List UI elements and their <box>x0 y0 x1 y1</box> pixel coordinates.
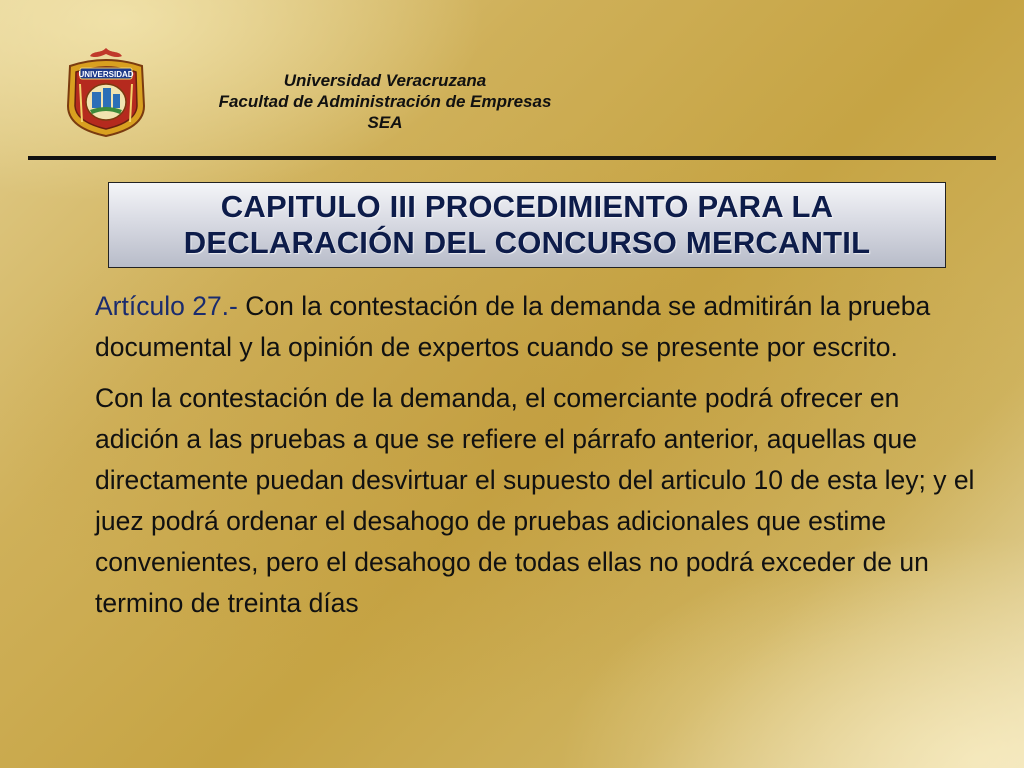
article-paragraph-2: Con la contestación de la demanda, el comerciante podrá ofrecer en adición a las pruebas a que se refiere el párrafo anterior, aquellas que directamente puedan desvirtuar el supuesto del articulo 10 de esta ley; y el juez podrá ordenar el desahogo de pruebas adicionales que estime convenientes, pero el desahogo de todas ellas no podrá exceder de un termino de treinta días <box>95 383 975 618</box>
university-name: Universidad Veracruzana <box>283 71 487 90</box>
chapter-title-line-1: CAPITULO III PROCEDIMIENTO PARA LA <box>220 189 834 224</box>
article-body <box>95 286 975 634</box>
chapter-title-line-2: DECLARACIÓN DEL CONCURSO MERCANTIL <box>183 225 871 260</box>
article-paragraph-1-text: Con la contestación de la demanda se admitirán la prueba documental y la opinión de expertos cuando se presente por escrito. <box>95 291 931 362</box>
header-divider <box>28 156 996 160</box>
faculty-name: Facultad de Administración de Empresas <box>218 92 552 111</box>
chapter-title-box <box>108 182 946 268</box>
institution-header <box>170 70 600 133</box>
crest-banner: UNIVERSIDAD <box>78 70 134 79</box>
article-paragraph-1 <box>95 286 975 368</box>
university-crest-icon <box>60 44 152 140</box>
crest-flame <box>90 48 122 57</box>
program-name: SEA <box>367 113 403 132</box>
article-label: Artículo 27.- <box>95 291 238 321</box>
